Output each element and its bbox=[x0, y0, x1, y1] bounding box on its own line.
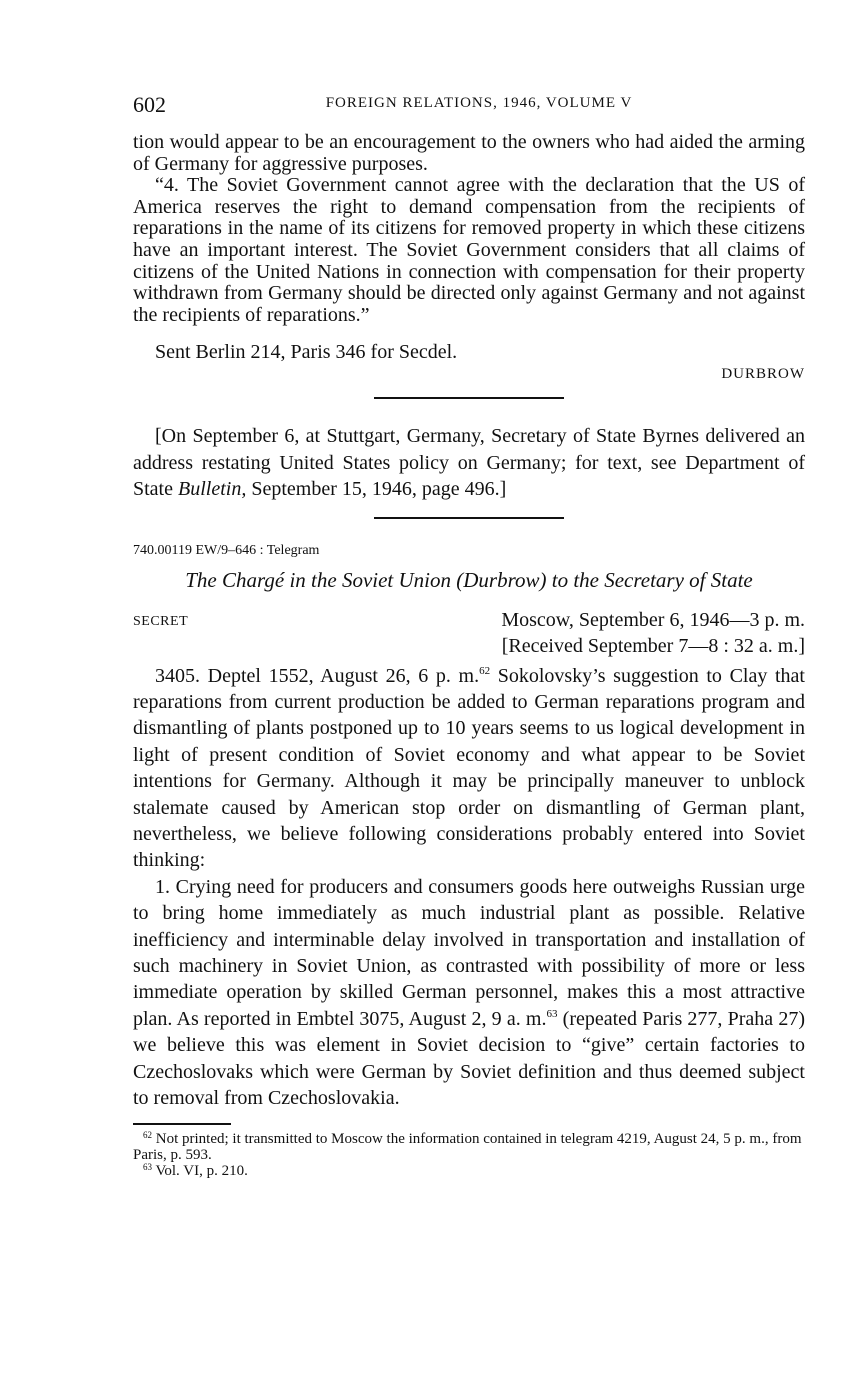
footnote-mark: 62 bbox=[143, 1130, 152, 1141]
paragraph-text: (repeated Paris 277, Praha 27) we believe this was element in Soviet decision to “give” certain factories to Czechoslovaks which were German by Soviet definition and thus deemed subject to removal from Czechoslovakia. bbox=[133, 1007, 805, 1110]
footnote-mark: 63 bbox=[143, 1162, 152, 1173]
footnote-text: Not printed; it transmitted to Moscow the information contained in telegram 4219, August 24, 5 p. m., from Paris, p. 593. bbox=[133, 1131, 802, 1164]
footnote-ref-62: 62 bbox=[479, 664, 491, 677]
sent-line: Sent Berlin 214, Paris 346 for Secdel. bbox=[155, 341, 458, 364]
document-title: The Chargé in the Soviet Union (Durbrow) to the Secretary of State bbox=[185, 567, 753, 592]
document-page bbox=[133, 92, 805, 1179]
footnotes bbox=[133, 1123, 805, 1179]
section-divider bbox=[374, 397, 564, 399]
footnote-63 bbox=[133, 1163, 805, 1179]
footnote-text: Vol. VI, p. 210. bbox=[155, 1163, 248, 1180]
page-header bbox=[133, 92, 805, 118]
footnote-62 bbox=[133, 1131, 805, 1163]
footnote-ref-63: 63 bbox=[546, 1007, 558, 1020]
place-date: Moscow, September 6, 1946—3 p. m. bbox=[501, 608, 805, 631]
telegram-paragraph-1 bbox=[133, 663, 805, 874]
telegram-paragraph-2 bbox=[133, 874, 805, 1112]
paragraph-text: 3405. Deptel 1552, August 26, 6 p. m. bbox=[155, 664, 480, 687]
signature: DURBROW bbox=[721, 366, 805, 383]
received-line: [Received September 7—8 : 32 a. m.] bbox=[501, 634, 805, 657]
quoted-paragraph-4: “4. The Soviet Government cannot agree with the declaration that the US of America reserves the right to demand compensation from the recipients of reparations in the name of its citizens for removed property in which these citizens have an important interest. The Soviet Government considers that all claims of citizens of the United Nations in connection with compensation for their property withdrawn from Germany should be directed only against Germany and not against the recipients of reparations.” bbox=[133, 174, 805, 326]
footnote-rule bbox=[133, 1123, 231, 1125]
editorial-note bbox=[133, 423, 805, 502]
running-head: FOREIGN RELATIONS, 1946, VOLUME V bbox=[325, 95, 633, 111]
classification-label: SECRET bbox=[133, 613, 189, 629]
editorial-note-text: [On September 6, at Stuttgart, Germany, Secretary of State Byrnes delivered an address restating United States policy on Germany; for text, see Department of State bbox=[133, 425, 805, 501]
file-number: 740.00119 EW/9–646 : Telegram bbox=[133, 542, 320, 558]
paragraph-text: Sokolovsky’s suggestion to Clay that reparations from current production be added to German reparations program and dismantling of plants postponed up to 10 years seems to us logical development in light of present condition of Soviet economy and what appear to be Soviet intentions for Germany. Although it may be principally maneuver to unblock stalemate caused by American stop order on dismantling of German plant, nevertheless, we believe following considerations probably entered into Soviet thinking: bbox=[133, 664, 805, 872]
paragraph-text: 1. Crying need for producers and consumers goods here outweighs Russian urge to bring home immediately as much industrial plant as possible. Relative inefficiency and interminable delay involved in transportation and installation of such machinery in Soviet Union, as contrasted with possibility of more or less immediate operation by skilled German personnel, makes this a most attractive plan. As reported in Embtel 3075, August 2, 9 a. m. bbox=[133, 875, 805, 1030]
page-number: 602 bbox=[133, 92, 166, 117]
section-divider bbox=[374, 517, 564, 519]
dateline bbox=[133, 607, 805, 659]
continuation-paragraph: tion would appear to be an encouragement to the owners who had aided the arming of Germany for aggressive purposes. bbox=[133, 131, 805, 175]
editorial-note-citation: September 15, 1946, page 496.] bbox=[246, 478, 507, 501]
bulletin-title: Bulletin, bbox=[178, 478, 247, 501]
